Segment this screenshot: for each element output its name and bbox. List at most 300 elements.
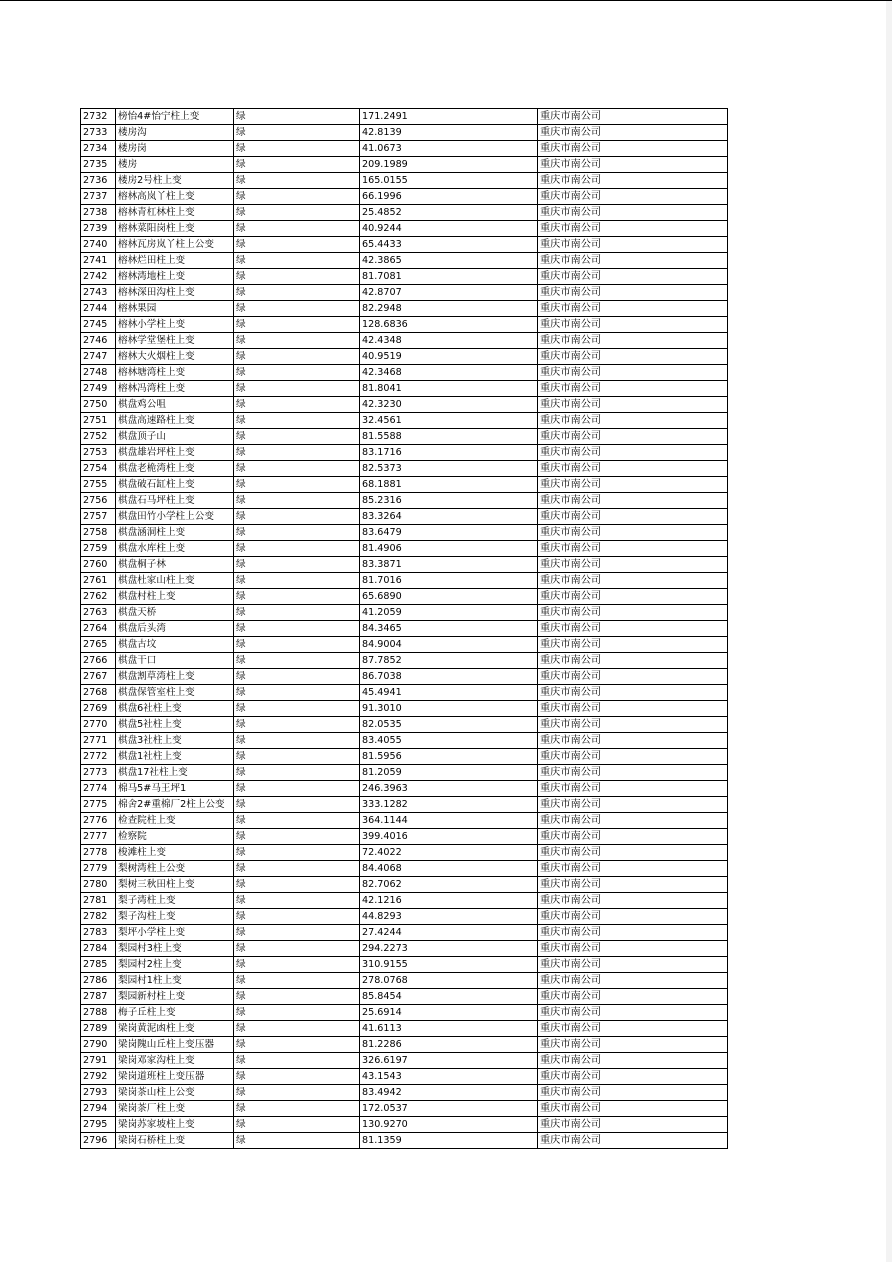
cell-id: 2782 xyxy=(81,909,116,925)
cell-name: 楼房岗 xyxy=(116,141,234,157)
cell-id: 2778 xyxy=(81,845,116,861)
cell-company: 重庆市南公司 xyxy=(538,797,728,813)
table-row xyxy=(81,125,728,141)
cell-company: 重庆市南公司 xyxy=(538,637,728,653)
cell-color: 绿 xyxy=(234,797,360,813)
cell-value: 41.0673 xyxy=(360,141,538,157)
cell-id: 2745 xyxy=(81,317,116,333)
cell-color: 绿 xyxy=(234,109,360,125)
cell-color: 绿 xyxy=(234,349,360,365)
cell-value: 82.2948 xyxy=(360,301,538,317)
cell-company: 重庆市南公司 xyxy=(538,477,728,493)
cell-name: 梭滩柱上变 xyxy=(116,845,234,861)
cell-color: 绿 xyxy=(234,429,360,445)
cell-value: 399.4016 xyxy=(360,829,538,845)
cell-company: 重庆市南公司 xyxy=(538,397,728,413)
cell-name: 棋盘老桅湾柱上变 xyxy=(116,461,234,477)
cell-id: 2742 xyxy=(81,269,116,285)
cell-name: 棋盘5社柱上变 xyxy=(116,717,234,733)
cell-company: 重庆市南公司 xyxy=(538,157,728,173)
cell-name: 棋盘古坟 xyxy=(116,637,234,653)
cell-color: 绿 xyxy=(234,1085,360,1101)
cell-color: 绿 xyxy=(234,477,360,493)
cell-company: 重庆市南公司 xyxy=(538,1117,728,1133)
cell-name: 梨子湾柱上变 xyxy=(116,893,234,909)
table-row xyxy=(81,685,728,701)
cell-color: 绿 xyxy=(234,157,360,173)
cell-id: 2770 xyxy=(81,717,116,733)
cell-id: 2739 xyxy=(81,221,116,237)
cell-id: 2735 xyxy=(81,157,116,173)
cell-company: 重庆市南公司 xyxy=(538,813,728,829)
cell-name: 棋盘杜家山柱上变 xyxy=(116,573,234,589)
cell-id: 2737 xyxy=(81,189,116,205)
cell-company: 重庆市南公司 xyxy=(538,189,728,205)
cell-color: 绿 xyxy=(234,989,360,1005)
cell-value: 81.2286 xyxy=(360,1037,538,1053)
cell-color: 绿 xyxy=(234,381,360,397)
cell-name: 榕林菜阳岗柱上变 xyxy=(116,221,234,237)
table-row xyxy=(81,317,728,333)
cell-company: 重庆市南公司 xyxy=(538,781,728,797)
cell-value: 84.9004 xyxy=(360,637,538,653)
cell-name: 梁岗邓家沟柱上变 xyxy=(116,1053,234,1069)
cell-value: 42.1216 xyxy=(360,893,538,909)
table-row xyxy=(81,557,728,573)
cell-id: 2743 xyxy=(81,285,116,301)
table-row xyxy=(81,333,728,349)
table-row xyxy=(81,845,728,861)
cell-id: 2741 xyxy=(81,253,116,269)
cell-color: 绿 xyxy=(234,237,360,253)
cell-value: 42.3468 xyxy=(360,365,538,381)
cell-name: 榕林塘湾柱上变 xyxy=(116,365,234,381)
cell-id: 2759 xyxy=(81,541,116,557)
cell-company: 重庆市南公司 xyxy=(538,333,728,349)
cell-color: 绿 xyxy=(234,1037,360,1053)
table-row xyxy=(81,157,728,173)
cell-value: 310.9155 xyxy=(360,957,538,973)
table-row xyxy=(81,285,728,301)
cell-name: 棋盘桐子林 xyxy=(116,557,234,573)
cell-name: 梁岗道班柱上变压器 xyxy=(116,1069,234,1085)
cell-id: 2779 xyxy=(81,861,116,877)
table-row xyxy=(81,493,728,509)
cell-id: 2772 xyxy=(81,749,116,765)
cell-color: 绿 xyxy=(234,397,360,413)
cell-id: 2768 xyxy=(81,685,116,701)
table-row xyxy=(81,957,728,973)
cell-color: 绿 xyxy=(234,1101,360,1117)
cell-name: 棋盘6社柱上变 xyxy=(116,701,234,717)
cell-id: 2763 xyxy=(81,605,116,621)
cell-name: 梨园村2柱上变 xyxy=(116,957,234,973)
cell-value: 246.3963 xyxy=(360,781,538,797)
cell-company: 重庆市南公司 xyxy=(538,317,728,333)
cell-company: 重庆市南公司 xyxy=(538,1021,728,1037)
cell-color: 绿 xyxy=(234,493,360,509)
cell-value: 42.8139 xyxy=(360,125,538,141)
cell-company: 重庆市南公司 xyxy=(538,749,728,765)
table-row xyxy=(81,429,728,445)
cell-id: 2780 xyxy=(81,877,116,893)
cell-value: 83.4055 xyxy=(360,733,538,749)
cell-name: 梁岗石桥柱上变 xyxy=(116,1133,234,1149)
cell-company: 重庆市南公司 xyxy=(538,1101,728,1117)
page-right-edge xyxy=(886,1,892,1262)
cell-color: 绿 xyxy=(234,125,360,141)
cell-value: 45.4941 xyxy=(360,685,538,701)
cell-value: 42.3865 xyxy=(360,253,538,269)
cell-id: 2790 xyxy=(81,1037,116,1053)
table-row xyxy=(81,141,728,157)
cell-id: 2771 xyxy=(81,733,116,749)
table-row xyxy=(81,717,728,733)
cell-name: 棋盘割草湾柱上变 xyxy=(116,669,234,685)
cell-value: 68.1881 xyxy=(360,477,538,493)
cell-value: 25.6914 xyxy=(360,1005,538,1021)
cell-company: 重庆市南公司 xyxy=(538,541,728,557)
cell-name: 榕林深田沟柱上变 xyxy=(116,285,234,301)
cell-value: 278.0768 xyxy=(360,973,538,989)
cell-id: 2774 xyxy=(81,781,116,797)
cell-color: 绿 xyxy=(234,781,360,797)
cell-color: 绿 xyxy=(234,877,360,893)
cell-value: 84.4068 xyxy=(360,861,538,877)
cell-id: 2744 xyxy=(81,301,116,317)
cell-name: 棋盘干口 xyxy=(116,653,234,669)
table-row xyxy=(81,541,728,557)
cell-company: 重庆市南公司 xyxy=(538,221,728,237)
cell-value: 82.0535 xyxy=(360,717,538,733)
cell-color: 绿 xyxy=(234,685,360,701)
cell-value: 83.4942 xyxy=(360,1085,538,1101)
cell-value: 85.8454 xyxy=(360,989,538,1005)
cell-id: 2740 xyxy=(81,237,116,253)
cell-id: 2746 xyxy=(81,333,116,349)
cell-value: 83.3264 xyxy=(360,509,538,525)
cell-name: 榕林冯湾柱上变 xyxy=(116,381,234,397)
cell-value: 326.6197 xyxy=(360,1053,538,1069)
table-row xyxy=(81,877,728,893)
cell-color: 绿 xyxy=(234,333,360,349)
cell-name: 梨树三秋田柱上变 xyxy=(116,877,234,893)
table-row xyxy=(81,941,728,957)
cell-company: 重庆市南公司 xyxy=(538,125,728,141)
cell-color: 绿 xyxy=(234,813,360,829)
cell-value: 82.5373 xyxy=(360,461,538,477)
cell-value: 85.2316 xyxy=(360,493,538,509)
cell-name: 棋盘后头湾 xyxy=(116,621,234,637)
cell-value: 364.1144 xyxy=(360,813,538,829)
cell-color: 绿 xyxy=(234,1133,360,1149)
cell-company: 重庆市南公司 xyxy=(538,941,728,957)
cell-value: 128.6836 xyxy=(360,317,538,333)
cell-name: 榕林湾地柱上变 xyxy=(116,269,234,285)
cell-id: 2785 xyxy=(81,957,116,973)
cell-company: 重庆市南公司 xyxy=(538,109,728,125)
cell-color: 绿 xyxy=(234,1117,360,1133)
table-row xyxy=(81,973,728,989)
cell-company: 重庆市南公司 xyxy=(538,1005,728,1021)
cell-value: 81.7081 xyxy=(360,269,538,285)
cell-id: 2755 xyxy=(81,477,116,493)
table-row xyxy=(81,1069,728,1085)
table-row xyxy=(81,1117,728,1133)
page-top-rule xyxy=(0,0,892,1)
cell-id: 2749 xyxy=(81,381,116,397)
cell-value: 84.3465 xyxy=(360,621,538,637)
cell-company: 重庆市南公司 xyxy=(538,861,728,877)
cell-name: 梁岗隗山丘柱上变压器 xyxy=(116,1037,234,1053)
cell-company: 重庆市南公司 xyxy=(538,829,728,845)
cell-name: 梨园新村柱上变 xyxy=(116,989,234,1005)
cell-color: 绿 xyxy=(234,525,360,541)
cell-name: 棋盘1社柱上变 xyxy=(116,749,234,765)
cell-company: 重庆市南公司 xyxy=(538,925,728,941)
cell-company: 重庆市南公司 xyxy=(538,445,728,461)
cell-color: 绿 xyxy=(234,509,360,525)
cell-value: 333.1282 xyxy=(360,797,538,813)
table-row xyxy=(81,733,728,749)
cell-id: 2784 xyxy=(81,941,116,957)
cell-id: 2786 xyxy=(81,973,116,989)
table-row xyxy=(81,797,728,813)
table-row xyxy=(81,221,728,237)
cell-id: 2765 xyxy=(81,637,116,653)
cell-color: 绿 xyxy=(234,669,360,685)
cell-id: 2748 xyxy=(81,365,116,381)
table-row xyxy=(81,189,728,205)
cell-company: 重庆市南公司 xyxy=(538,701,728,717)
cell-id: 2783 xyxy=(81,925,116,941)
cell-id: 2796 xyxy=(81,1133,116,1149)
cell-color: 绿 xyxy=(234,541,360,557)
cell-name: 梨子沟柱上变 xyxy=(116,909,234,925)
cell-value: 83.1716 xyxy=(360,445,538,461)
cell-company: 重庆市南公司 xyxy=(538,365,728,381)
cell-company: 重庆市南公司 xyxy=(538,765,728,781)
cell-id: 2750 xyxy=(81,397,116,413)
cell-id: 2773 xyxy=(81,765,116,781)
cell-value: 171.2491 xyxy=(360,109,538,125)
cell-id: 2760 xyxy=(81,557,116,573)
cell-color: 绿 xyxy=(234,461,360,477)
data-table xyxy=(80,108,728,1149)
cell-id: 2752 xyxy=(81,429,116,445)
cell-id: 2758 xyxy=(81,525,116,541)
cell-id: 2738 xyxy=(81,205,116,221)
cell-value: 42.8707 xyxy=(360,285,538,301)
cell-name: 梁岗茶厂柱上变 xyxy=(116,1101,234,1117)
cell-company: 重庆市南公司 xyxy=(538,413,728,429)
table-body xyxy=(81,109,728,1149)
cell-company: 重庆市南公司 xyxy=(538,1133,728,1149)
cell-name: 楼房2号柱上变 xyxy=(116,173,234,189)
cell-value: 43.1543 xyxy=(360,1069,538,1085)
cell-value: 86.7038 xyxy=(360,669,538,685)
cell-color: 绿 xyxy=(234,701,360,717)
table-row xyxy=(81,861,728,877)
cell-id: 2766 xyxy=(81,653,116,669)
cell-name: 棉马5#马王坪1 xyxy=(116,781,234,797)
cell-id: 2787 xyxy=(81,989,116,1005)
cell-company: 重庆市南公司 xyxy=(538,605,728,621)
cell-id: 2792 xyxy=(81,1069,116,1085)
cell-company: 重庆市南公司 xyxy=(538,989,728,1005)
cell-id: 2761 xyxy=(81,573,116,589)
cell-name: 梨坪小学柱上变 xyxy=(116,925,234,941)
cell-color: 绿 xyxy=(234,589,360,605)
cell-color: 绿 xyxy=(234,189,360,205)
cell-name: 榕林高岚丫柱上变 xyxy=(116,189,234,205)
cell-value: 294.2273 xyxy=(360,941,538,957)
cell-id: 2736 xyxy=(81,173,116,189)
table-row xyxy=(81,781,728,797)
table-row xyxy=(81,653,728,669)
cell-name: 梨园村1柱上变 xyxy=(116,973,234,989)
cell-color: 绿 xyxy=(234,637,360,653)
cell-company: 重庆市南公司 xyxy=(538,525,728,541)
cell-color: 绿 xyxy=(234,253,360,269)
table-row xyxy=(81,669,728,685)
cell-color: 绿 xyxy=(234,285,360,301)
cell-company: 重庆市南公司 xyxy=(538,1053,728,1069)
table-row xyxy=(81,1053,728,1069)
cell-value: 81.1359 xyxy=(360,1133,538,1149)
cell-name: 棉舍2#重棉厂2柱上公变 xyxy=(116,797,234,813)
cell-color: 绿 xyxy=(234,205,360,221)
cell-color: 绿 xyxy=(234,861,360,877)
table-row xyxy=(81,237,728,253)
cell-color: 绿 xyxy=(234,317,360,333)
cell-company: 重庆市南公司 xyxy=(538,509,728,525)
cell-color: 绿 xyxy=(234,749,360,765)
cell-name: 榕林瓦房岚丫柱上公变 xyxy=(116,237,234,253)
cell-value: 42.4348 xyxy=(360,333,538,349)
cell-value: 83.3871 xyxy=(360,557,538,573)
table-row xyxy=(81,397,728,413)
cell-company: 重庆市南公司 xyxy=(538,669,728,685)
cell-company: 重庆市南公司 xyxy=(538,253,728,269)
cell-value: 87.7852 xyxy=(360,653,538,669)
table-row xyxy=(81,909,728,925)
cell-company: 重庆市南公司 xyxy=(538,621,728,637)
cell-name: 棋盘水库柱上变 xyxy=(116,541,234,557)
cell-value: 83.6479 xyxy=(360,525,538,541)
cell-color: 绿 xyxy=(234,765,360,781)
table-row xyxy=(81,621,728,637)
cell-value: 81.5588 xyxy=(360,429,538,445)
cell-value: 65.6890 xyxy=(360,589,538,605)
table-row xyxy=(81,925,728,941)
cell-company: 重庆市南公司 xyxy=(538,557,728,573)
cell-company: 重庆市南公司 xyxy=(538,717,728,733)
cell-company: 重庆市南公司 xyxy=(538,653,728,669)
cell-company: 重庆市南公司 xyxy=(538,1085,728,1101)
cell-name: 楼房 xyxy=(116,157,234,173)
cell-name: 榕林学堂堡柱上变 xyxy=(116,333,234,349)
table-row xyxy=(81,1005,728,1021)
cell-value: 65.4433 xyxy=(360,237,538,253)
cell-color: 绿 xyxy=(234,925,360,941)
cell-name: 棋盘天桥 xyxy=(116,605,234,621)
table-row xyxy=(81,477,728,493)
table-row xyxy=(81,509,728,525)
cell-id: 2733 xyxy=(81,125,116,141)
cell-id: 2776 xyxy=(81,813,116,829)
cell-color: 绿 xyxy=(234,941,360,957)
cell-color: 绿 xyxy=(234,141,360,157)
table-row xyxy=(81,269,728,285)
cell-name: 梁岗苏家坡柱上变 xyxy=(116,1117,234,1133)
cell-color: 绿 xyxy=(234,717,360,733)
table-row xyxy=(81,813,728,829)
cell-id: 2767 xyxy=(81,669,116,685)
cell-value: 81.7016 xyxy=(360,573,538,589)
cell-name: 榕林小学柱上变 xyxy=(116,317,234,333)
cell-color: 绿 xyxy=(234,173,360,189)
table-row xyxy=(81,1021,728,1037)
cell-company: 重庆市南公司 xyxy=(538,141,728,157)
table-row xyxy=(81,301,728,317)
cell-value: 40.9519 xyxy=(360,349,538,365)
cell-name: 棋盘保管室柱上变 xyxy=(116,685,234,701)
cell-company: 重庆市南公司 xyxy=(538,269,728,285)
cell-name: 棋盘3社柱上变 xyxy=(116,733,234,749)
cell-id: 2791 xyxy=(81,1053,116,1069)
table-row xyxy=(81,349,728,365)
cell-color: 绿 xyxy=(234,1005,360,1021)
cell-name: 棋盘高速路柱上变 xyxy=(116,413,234,429)
cell-name: 梅子丘柱上变 xyxy=(116,1005,234,1021)
cell-company: 重庆市南公司 xyxy=(538,285,728,301)
cell-color: 绿 xyxy=(234,557,360,573)
cell-name: 检查院柱上变 xyxy=(116,813,234,829)
cell-id: 2747 xyxy=(81,349,116,365)
cell-value: 130.9270 xyxy=(360,1117,538,1133)
cell-value: 209.1989 xyxy=(360,157,538,173)
cell-name: 榕林烂田柱上变 xyxy=(116,253,234,269)
cell-name: 检察院 xyxy=(116,829,234,845)
cell-name: 棋盘涵洞柱上变 xyxy=(116,525,234,541)
cell-id: 2788 xyxy=(81,1005,116,1021)
cell-value: 41.2059 xyxy=(360,605,538,621)
cell-color: 绿 xyxy=(234,1069,360,1085)
table-row xyxy=(81,1133,728,1149)
cell-color: 绿 xyxy=(234,221,360,237)
cell-id: 2789 xyxy=(81,1021,116,1037)
table-row xyxy=(81,829,728,845)
table-row xyxy=(81,989,728,1005)
cell-value: 81.4906 xyxy=(360,541,538,557)
cell-name: 梁岗黄泥凼柱上变 xyxy=(116,1021,234,1037)
table-row xyxy=(81,525,728,541)
table-row xyxy=(81,573,728,589)
cell-name: 榕林果园 xyxy=(116,301,234,317)
cell-color: 绿 xyxy=(234,893,360,909)
table-row xyxy=(81,1101,728,1117)
cell-value: 81.5956 xyxy=(360,749,538,765)
cell-name: 棋盘田竹小学柱上公变 xyxy=(116,509,234,525)
cell-id: 2754 xyxy=(81,461,116,477)
cell-company: 重庆市南公司 xyxy=(538,301,728,317)
cell-id: 2793 xyxy=(81,1085,116,1101)
cell-id: 2781 xyxy=(81,893,116,909)
cell-value: 172.0537 xyxy=(360,1101,538,1117)
cell-color: 绿 xyxy=(234,445,360,461)
cell-color: 绿 xyxy=(234,653,360,669)
